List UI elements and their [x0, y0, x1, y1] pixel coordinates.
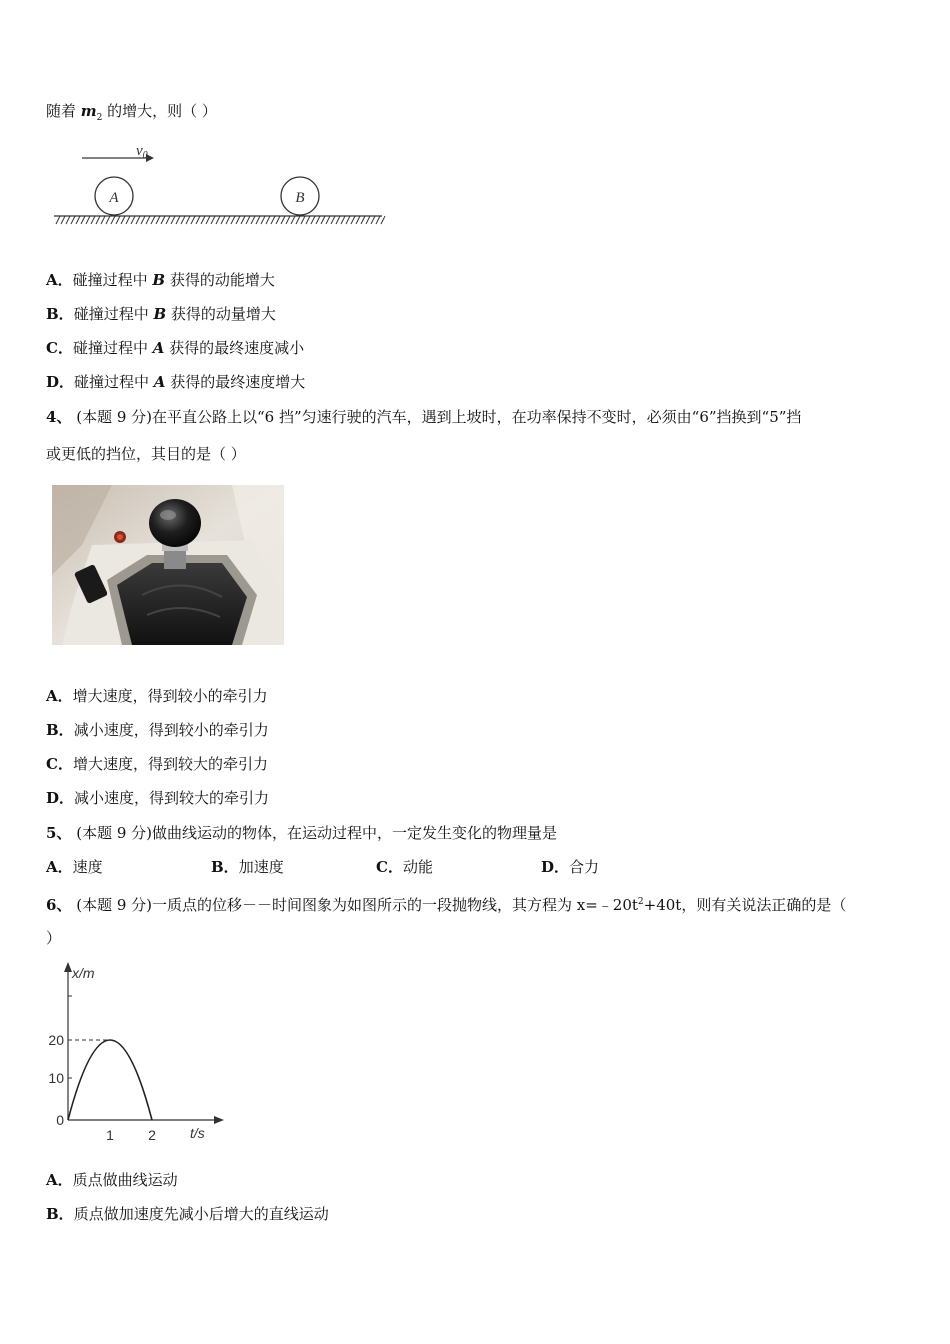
option-key: D． — [46, 373, 75, 391]
hatch-mark — [341, 216, 345, 224]
option-text: 获得的最终速度增大 — [165, 373, 306, 391]
hatch-mark — [206, 216, 210, 224]
hatch-mark — [291, 216, 295, 224]
q4-option-d[interactable] — [46, 788, 269, 808]
option-text: 质点做加速度先减小后增大的直线运动 — [73, 1205, 329, 1223]
question-number: 4、 — [46, 408, 72, 426]
hatch-mark — [251, 216, 255, 224]
hatch-mark — [186, 216, 190, 224]
hatch-mark — [301, 216, 305, 224]
option-key: D． — [46, 789, 75, 807]
option-key: B． — [46, 305, 74, 323]
xt-graph — [40, 960, 230, 1146]
hatch-mark — [161, 216, 165, 224]
q3-stem — [46, 101, 217, 128]
option-var: A — [153, 373, 166, 391]
y-tick-label: 0 — [56, 1112, 64, 1128]
hatch-mark — [81, 216, 85, 224]
hatch-mark — [326, 216, 330, 224]
q6-stem-line1 — [46, 892, 846, 915]
option-text: 减小速度，得到较大的牵引力 — [74, 789, 270, 807]
q4-stem-line2 — [46, 444, 246, 464]
ground-hatch — [56, 216, 385, 224]
hatch-mark — [356, 216, 360, 224]
collision-figure — [50, 138, 386, 230]
hatch-mark — [286, 216, 290, 224]
hatch-mark — [311, 216, 315, 224]
hatch-mark — [376, 216, 380, 224]
question-text: ） — [46, 929, 62, 947]
q5-option-d[interactable] — [541, 857, 599, 877]
option-text: 碰撞过程中 — [72, 271, 153, 289]
hatch-mark — [281, 216, 285, 224]
q5-option-b[interactable] — [211, 857, 284, 877]
x-axis-label: t/s — [190, 1125, 205, 1141]
hatch-mark — [106, 216, 110, 224]
hatch-mark — [236, 216, 240, 224]
option-text: 合力 — [569, 858, 600, 876]
hatch-mark — [76, 216, 80, 224]
hatch-mark — [371, 216, 375, 224]
option-text: 增大速度，得到较小的牵引力 — [72, 687, 268, 705]
option-text: 加速度 — [238, 858, 284, 876]
hatch-mark — [171, 216, 175, 224]
hatch-mark — [96, 216, 100, 224]
option-key: A． — [46, 271, 73, 289]
question-text: 或更低的挡位，其目的是（ ） — [46, 445, 246, 463]
y-tick-label: 20 — [48, 1032, 64, 1048]
question-sup: 2 — [637, 897, 644, 907]
hatch-mark — [91, 216, 95, 224]
hatch-mark — [231, 216, 235, 224]
y-tick-label: 10 — [48, 1070, 64, 1086]
hatch-mark — [196, 216, 200, 224]
hatch-mark — [56, 216, 60, 224]
q6-option-a[interactable] — [46, 1170, 178, 1190]
x-axis-arrow-icon — [214, 1116, 224, 1124]
q4-option-a[interactable] — [46, 686, 268, 706]
q3-stem-var: m — [80, 102, 97, 120]
hatch-mark — [116, 216, 120, 224]
option-key: C． — [46, 339, 73, 357]
x-tick-label: 1 — [106, 1127, 114, 1143]
ball-b-label: B — [295, 190, 305, 206]
hatch-mark — [71, 216, 75, 224]
question-text: (本题 9 分)一质点的位移－－时间图象为如图所示的一段抛物线，其方程为 x=﹣20t — [76, 896, 638, 914]
hatch-mark — [166, 216, 170, 224]
hatch-mark — [261, 216, 265, 224]
q4-stem-line1 — [46, 407, 801, 427]
option-key: B． — [46, 721, 74, 739]
option-var: A — [152, 339, 165, 357]
hatch-mark — [61, 216, 65, 224]
hatch-mark — [321, 216, 325, 224]
option-key: D． — [541, 858, 570, 876]
option-key: C． — [376, 858, 403, 876]
option-text: 减小速度，得到较小的牵引力 — [73, 721, 269, 739]
hatch-mark — [271, 216, 275, 224]
option-text: 获得的动能增大 — [165, 271, 275, 289]
q3-option-d[interactable] — [46, 372, 305, 392]
hatch-mark — [211, 216, 215, 224]
hatch-mark — [151, 216, 155, 224]
option-text: 碰撞过程中 — [74, 373, 154, 391]
hatch-mark — [346, 216, 350, 224]
question-text: (本题 9 分)在平直公路上以“6 挡”匀速行驶的汽车，遇到上坡时，在功率保持不变时，必须由“6”挡换到“5”挡 — [76, 408, 802, 426]
hatch-mark — [191, 216, 195, 224]
option-text: 速度 — [72, 858, 103, 876]
hatch-mark — [221, 216, 225, 224]
option-var: B — [153, 305, 167, 323]
option-text: 获得的最终速度减小 — [164, 339, 305, 357]
hatch-mark — [126, 216, 130, 224]
q4-option-c[interactable] — [46, 754, 268, 774]
q3-stem-post: 的增大，则（ ） — [102, 102, 217, 120]
question-number: 5、 — [46, 824, 72, 842]
hatch-mark — [381, 216, 385, 224]
hatch-mark — [201, 216, 205, 224]
hatch-mark — [66, 216, 70, 224]
hatch-mark — [331, 216, 335, 224]
hatch-mark — [146, 216, 150, 224]
q5-option-c[interactable] — [376, 857, 433, 877]
q4-option-b[interactable] — [46, 720, 269, 740]
hatch-mark — [246, 216, 250, 224]
hatch-mark — [266, 216, 270, 224]
hatch-mark — [241, 216, 245, 224]
option-text: 获得的动量增大 — [166, 305, 276, 323]
hatch-mark — [141, 216, 145, 224]
q5-options — [46, 857, 646, 877]
option-var: B — [152, 271, 166, 289]
x-tick-label: 2 — [148, 1127, 156, 1143]
parabola-curve — [68, 1040, 152, 1120]
hatch-mark — [306, 216, 310, 224]
hatch-mark — [361, 216, 365, 224]
option-text: 增大速度，得到较大的牵引力 — [72, 755, 268, 773]
hatch-mark — [156, 216, 160, 224]
q6-stem-line2 — [46, 928, 61, 948]
hatch-mark — [136, 216, 140, 224]
q5-stem — [46, 823, 557, 843]
hatch-mark — [86, 216, 90, 224]
option-key: A． — [46, 858, 73, 876]
hatch-mark — [176, 216, 180, 224]
hatch-mark — [276, 216, 280, 224]
q3-option-a[interactable] — [46, 270, 275, 290]
option-text: 动能 — [402, 858, 433, 876]
hatch-mark — [366, 216, 370, 224]
hatch-mark — [226, 216, 230, 224]
q5-option-a[interactable] — [46, 857, 103, 877]
hatch-mark — [256, 216, 260, 224]
option-key: A． — [46, 687, 73, 705]
hatch-mark — [121, 216, 125, 224]
option-text: 质点做曲线运动 — [72, 1171, 178, 1189]
question-text: (本题 9 分)做曲线运动的物体，在运动过程中，一定发生变化的物理量是 — [76, 824, 558, 842]
y-axis-label: x/m — [72, 965, 95, 981]
ball-a-label: A — [109, 190, 119, 206]
q6-option-b[interactable] — [46, 1204, 329, 1224]
hatch-mark — [131, 216, 135, 224]
hatch-mark — [296, 216, 300, 224]
option-key: A． — [46, 1171, 73, 1189]
question-text: +40t，则有关说法正确的是（ — [643, 896, 847, 914]
velocity-label: $v_0$ — [136, 143, 148, 161]
y-axis-arrow-icon — [64, 962, 72, 972]
hatch-mark — [101, 216, 105, 224]
option-key: B． — [46, 1205, 74, 1223]
hatch-mark — [351, 216, 355, 224]
option-key: B． — [211, 858, 239, 876]
option-key: C． — [46, 755, 73, 773]
hatch-mark — [181, 216, 185, 224]
q3-option-c[interactable] — [46, 338, 304, 358]
option-text: 碰撞过程中 — [73, 305, 154, 323]
hatch-mark — [111, 216, 115, 224]
option-text: 碰撞过程中 — [72, 339, 153, 357]
hatch-mark — [216, 216, 220, 224]
hatch-mark — [336, 216, 340, 224]
hatch-mark — [316, 216, 320, 224]
q3-stem-pre: 随着 — [46, 102, 81, 120]
question-number: 6、 — [46, 896, 72, 914]
q3-option-b[interactable] — [46, 304, 276, 324]
gear-shifter-photo — [52, 485, 284, 645]
q3-stem-sub: 2 — [96, 113, 103, 123]
